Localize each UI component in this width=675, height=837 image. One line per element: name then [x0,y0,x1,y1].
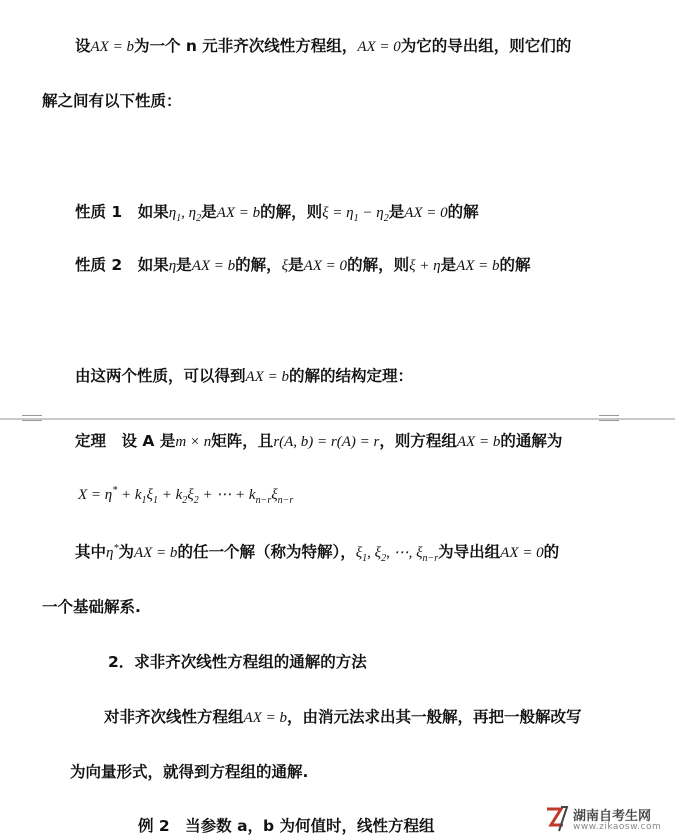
explanation-line-2: 一个基础解系. [42,598,141,616]
page-break [0,418,675,420]
theorem-text: ，则方程组 [379,432,457,450]
theorem-text: 设 A 是 [121,432,176,450]
structure-lead [75,364,413,386]
math-xi: ξ [281,258,289,274]
math-rank: r(A, b) = r(A) = r [273,434,380,450]
math-eta1-eta2: $\eta_1$, $\eta_2$ [168,205,202,224]
intro-text: 设 [75,37,91,55]
watermark-site-name: 湖南自考生网 [573,809,652,824]
formula-lhs: X = [78,487,105,503]
explain-text: 为导出组 [438,543,501,561]
math-axb: AX = b [243,710,287,726]
intro-line-2: 解之间有以下性质： [42,92,182,110]
math-ax0: AX = 0 [404,205,448,221]
property-2-label: 性质 2 [75,256,123,274]
formula-part: + k [117,487,142,503]
lead-text: 由这两个性质，可以得到 [75,367,246,385]
method-text: ，由消元法求出其一般解，再把一般解改写 [286,708,582,726]
prop-text: 的解，则 [260,203,323,221]
section-2-heading: 2．求非齐次线性方程组的通解的方法 [108,653,367,671]
general-solution-formula: $X = \eta^* + k_1\xi_1 + k_2\xi_2$ + ⋯ + $k_{n-r}\xi_{n-r}$ [78,485,294,506]
prop-text: 的解，则 [347,256,410,274]
math-axb: AX = b [245,369,289,385]
math-ax0: AX = 0 [500,545,544,561]
explanation-line-1 [75,540,559,564]
intro-line-1 [75,34,571,56]
theorem-label: 定理 [75,432,107,450]
lead-text: 的解的结构定理： [288,367,413,385]
math-eta: η [168,258,177,274]
explain-text: 的 [543,543,560,561]
property-2 [75,253,531,275]
explain-text: 为 [118,543,134,561]
intro-text: 为一个 n 元非齐次线性方程组， [133,37,358,55]
method-line-2: 为向量形式，就得到方程组的通解. [70,763,309,781]
math-ax0: AX = 0 [357,39,401,55]
prop-text: 的解， [235,256,282,274]
formula-part: + ⋯ + k [198,487,256,503]
intro-text: 为它的导出组，则它们的 [400,37,572,55]
prop-text: 是 [388,203,405,221]
prop-text: 的解 [499,256,531,274]
prop-text: 如果 [137,256,169,274]
explain-text: 的任一个解（称为特解）， [177,543,356,561]
site-watermark-logo [545,803,675,837]
method-text: 对非齐次线性方程组 [104,708,244,726]
math-axb: AX = b [456,434,501,450]
prop-text: 是 [176,256,192,274]
prop-text: 是 [440,256,457,274]
method-line-1 [104,705,581,727]
prop-text: 的解 [447,203,479,221]
math-m-by-n: m × n [175,434,212,450]
watermark-site-url: www.zikaosw.com [573,822,662,832]
math-axb: AX = b [216,205,261,221]
page-corner-right-marker [599,411,619,425]
prop-text: 是 [288,256,304,274]
property-1-label: 性质 1 [75,203,123,221]
math-basis: $\xi_1$, $\xi_2$, ⋯, $\xi_{n-r}$ [355,545,439,564]
example-2-heading: 例 2 当参数 a，b 为何值时，线性方程组 [138,817,435,835]
math-axb: AX = b [456,258,500,274]
prop-text: 是 [201,203,217,221]
math-axb: AX = b [191,258,236,274]
math-eta-star: η* [106,543,119,561]
math-ax0: AX = 0 [303,258,348,274]
math-xi-diff: $\xi = \eta_1 - \eta_2$ [322,205,389,224]
page-corner-left-marker [22,411,42,425]
prop-text: 如果 [137,203,169,221]
math-xi-plus-eta: ξ + η [409,258,441,274]
theorem-text: 矩阵，且 [211,432,274,450]
theorem-text: 的通解为 [500,432,563,450]
explain-text: 其中 [75,543,107,561]
zk-logo-icon [545,803,569,833]
property-1 [75,200,479,224]
math-axb: AX = b [133,545,178,561]
theorem [75,429,562,451]
math-axb: AX = b [90,39,134,55]
